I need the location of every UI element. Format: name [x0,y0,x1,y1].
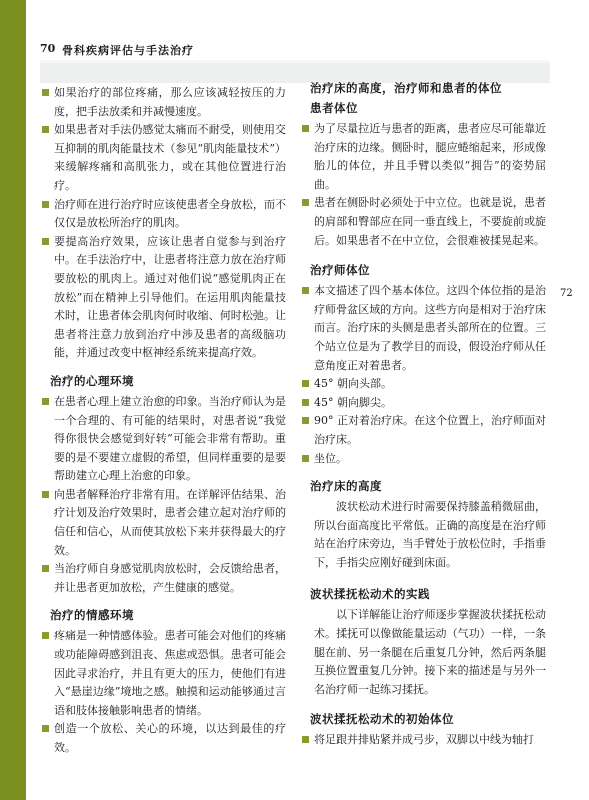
bullet-square-icon [42,201,49,208]
list-item: 治疗师在进行治疗时应该使患者全身放松，而不仅仅是放松所治疗的肌肉。 [40,196,286,233]
bullet-square-icon [302,199,309,206]
section-heading-initial-position: 波状揉抚松动术的初始体位 [310,712,454,727]
left-emotion-list [40,627,286,757]
list-item: 为了尽量拉近与患者的距离，患者应尽可能靠近治疗床的边缘。侧卧时，腿应蜷缩起来，形成像胎儿的体位，并且手臂以类似“拥告”的姿势屈曲。 [300,120,546,194]
list-item: 如果患者对手法仍感觉太痛而不耐受，则使用交互抑制的肌肉能量技术（参见“肌肉能量技术”）来缓解疼痛和高肌张力，或在其他位置进行治疗。 [40,121,286,195]
list-item: 创造一个放松、关心的环境，以达到最佳的疗效。 [40,720,286,757]
bullet-square-icon [302,380,309,387]
list-item: 疼痛是一种情感体验。患者可能会对他们的疼痛或功能障碍感到沮丧、焦虑或恐惧。患者可能会因此寻求治疗，并且有更大的压力，使他们有进入“悬崖边缘”境地之感。触摸和运动能够通过言语和肢体接触影响患者的情绪。 [40,627,286,720]
patient-position-list [300,120,546,250]
margin-number: 72 [560,288,573,299]
bullet-square-icon [42,398,49,405]
bullet-square-icon [42,725,49,732]
bullet-square-icon [302,287,309,294]
table-height-paragraph: 波状松动术进行时需要保持膝盖稍微屈曲，所以台面高度比平常低。正确的高度是在治疗师站在治疗床旁边，当手臂处于放松位时，手指垂下，手指尖应刚好碰到床面。 [314,500,546,569]
left-column [40,84,286,758]
bullet-square-icon [42,126,49,133]
bullet-square-icon [302,399,309,406]
bullet-square-icon [42,89,49,96]
subheading-patient-position: 患者体位 [310,101,358,115]
list-item: 患者在侧卧时必须处于中立位。也就是说，患者的肩部和臀部应在同一垂直线上，不要旋前或旋后。如果患者不在中立位，会很难被揉晃起来。 [300,194,546,250]
list-item: 在患者心理上建立治愈的印象。当治疗师认为是一个合理的、有可能的结果时，对患者说“我觉得你很快会感觉到好转”可能会非常有帮助。重要的是不要建立虚假的希望，但同样重要的是要帮助建立心理上治愈的印象。 [40,393,286,486]
left-psych-list [40,393,286,598]
bullet-square-icon [42,632,49,639]
subheading-table-height: 治疗床的高度 [310,479,382,494]
list-item: 要提高治疗效果，应该让患者自觉参与到治疗中。在手法治疗中，让患者将注意力放在治疗师要放松的肌肉上。通过对他们说“感觉肌肉正在放松”而在精神上引导他们。在运用肌肉能量技术时，让患者体会肌肉何时收缩、何时松弛。让患者将注意力放到治疗中涉及患者的高级脑功能，并通过改变中枢神经系统来提高疗效。 [40,233,286,363]
bullet-square-icon [42,238,49,245]
section-heading-emotion: 治疗的情感环境 [50,608,134,623]
bullet-square-icon [42,491,49,498]
list-item: 90° 正对着治疗床。在这个位置上，治疗师面对治疗床。 [300,412,546,449]
section-heading-psych: 治疗的心理环境 [50,373,134,388]
bullet-square-icon [42,565,49,572]
right-column [300,81,546,750]
bullet-square-icon [302,125,309,132]
page-number: 70 [40,42,56,55]
list-item: 45° 朝向脚尖。 [300,394,546,413]
bullet-square-icon [302,736,309,743]
initial-position-list [300,731,546,750]
subheading-therapist-position: 治疗师体位 [310,263,370,278]
bullet-square-icon [302,455,309,462]
bullet-square-icon [302,417,309,424]
section-heading-practice: 波状揉抚松动术的实践 [310,587,430,602]
list-item: 将足跟并排贴紧并成弓步，双脚以中线为轴打 [300,731,546,750]
list-item: 本文描述了四个基本体位。这四个体位指的是治疗师骨盆区域的方向。这些方向是相对于治疗床而言。治疗床的头侧是患者头部所在的位置。三个站立位是为了教学目的而设，假设治疗师从任意角度正对着患者。 [300,282,546,375]
list-item: 向患者解释治疗非常有用。在详解评估结果、治疗计划及治疗效果时，患者会建立起对治疗师的信任和信心，从而使其放松下来并获得最大的疗效。 [40,486,286,560]
section-heading-table-height: 治疗床的高度，治疗师和患者的体位 [310,81,502,95]
therapist-position-list [300,282,546,468]
list-item: 当治疗师自身感觉肌肉放松时，会反馈给患者，并让患者更加放松，产生健康的感觉。 [40,560,286,597]
left-top-list [40,84,286,363]
practice-paragraph: 以下详解能让治疗师逐步掌握波状揉抚松动术。揉抚可以像做能量运动（气功）一样，一条腿在前、另一条腿在后重复几分钟，然后两条腿互换位置重复几分钟。接下来的描述是与另外一名治疗师一起练习揉抚。 [314,608,546,696]
list-item: 如果治疗的部位疼痛，那么应该减轻按压的力度，把手法放柔和并减慢速度。 [40,84,286,121]
list-item: 45° 朝向头部。 [300,375,546,394]
side-color-band [0,0,26,800]
running-title: 骨科疾病评估与手法治疗 [62,44,194,57]
list-item: 坐位。 [300,450,546,469]
